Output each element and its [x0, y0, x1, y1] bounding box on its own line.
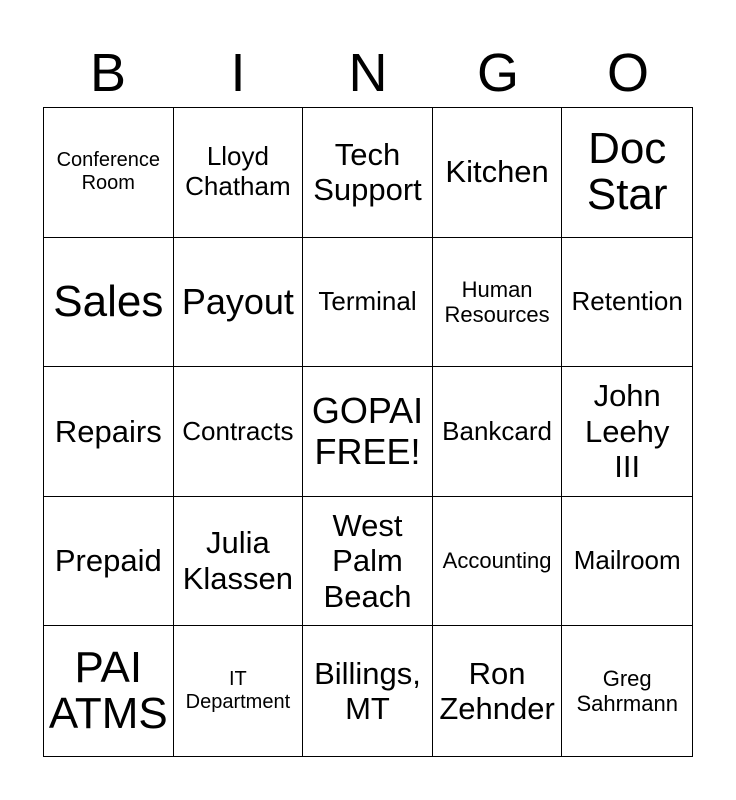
bingo-cell-r1c3[interactable]: [303, 108, 433, 238]
bingo-cell-r5c4[interactable]: [433, 626, 563, 756]
cell-label: Greg Sahrmann: [576, 665, 678, 717]
header-letter-g: G: [476, 43, 519, 103]
bingo-cell-r2c2[interactable]: [174, 238, 304, 368]
bingo-cell-r1c2[interactable]: [174, 108, 304, 238]
bingo-cell-r2c1[interactable]: [44, 238, 174, 368]
cell-label: Lloyd Chatham: [185, 141, 291, 202]
header-letter-i: I: [230, 43, 246, 103]
cell-label: Kitchen: [445, 154, 549, 190]
cell-label: Prepaid: [54, 543, 162, 579]
bingo-cell-r1c1[interactable]: [44, 108, 174, 238]
bingo-cell-r5c2[interactable]: [174, 626, 304, 756]
bingo-cell-r4c1[interactable]: [44, 497, 174, 627]
bingo-cell-r4c4[interactable]: [433, 497, 563, 627]
bingo-header: [43, 40, 693, 106]
cell-label: Accounting: [442, 548, 552, 574]
bingo-cell-r4c3[interactable]: [303, 497, 433, 627]
cell-label: John Leehy III: [584, 378, 670, 485]
cell-label: Bankcard: [442, 415, 553, 446]
bingo-cell-r2c3[interactable]: [303, 238, 433, 368]
bingo-cell-r1c4[interactable]: [433, 108, 563, 238]
bingo-cell-r5c1[interactable]: [44, 626, 174, 756]
cell-label: West Palm Beach: [323, 507, 412, 614]
cell-label: GOPAI FREE!: [311, 390, 424, 473]
cell-label: Human Resources: [444, 276, 550, 327]
cell-label: Sales: [53, 276, 164, 326]
header-letter-b: B: [89, 43, 127, 103]
bingo-cell-r5c5[interactable]: [562, 626, 692, 756]
bingo-cell-r3c3[interactable]: [303, 367, 433, 497]
cell-label: Contracts: [182, 415, 294, 446]
cell-label: Payout: [181, 281, 294, 323]
cell-label: Billings, MT: [314, 655, 421, 727]
bingo-cell-r5c3[interactable]: [303, 626, 433, 756]
header-letter-o: O: [606, 43, 649, 103]
bingo-cell-r2c4[interactable]: [433, 238, 563, 368]
bingo-cell-r2c5[interactable]: [562, 238, 692, 368]
bingo-cell-r3c2[interactable]: [174, 367, 304, 497]
bingo-cell-r3c5[interactable]: [562, 367, 692, 497]
bingo-cell-r4c2[interactable]: [174, 497, 304, 627]
bingo-cell-r1c5[interactable]: [562, 108, 692, 238]
bingo-board: [43, 107, 693, 757]
cell-label: Julia Klassen: [182, 525, 294, 597]
cell-label: Retention: [571, 285, 683, 316]
cell-label: Ron Zehnder: [439, 655, 555, 727]
bingo-cell-r4c5[interactable]: [562, 497, 692, 627]
cell-label: Terminal: [318, 285, 417, 316]
cell-label: Mailroom: [573, 545, 681, 576]
cell-label: Tech Support: [313, 136, 422, 208]
cell-label: PAI ATMS: [48, 643, 168, 739]
cell-label: Conference Room: [56, 149, 160, 195]
bingo-cell-r3c4[interactable]: [433, 367, 563, 497]
cell-label: Doc Star: [586, 124, 668, 220]
cell-label: IT Department: [185, 668, 291, 714]
bingo-cell-r3c1[interactable]: [44, 367, 174, 497]
cell-label: Repairs: [54, 413, 162, 449]
header-letter-n: N: [348, 43, 388, 103]
